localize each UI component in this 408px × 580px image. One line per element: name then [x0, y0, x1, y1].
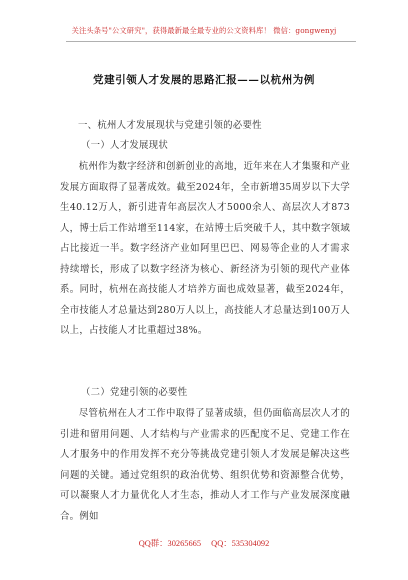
subsection-heading-1: （一）人才发展现状 — [81, 140, 169, 151]
subsection-heading-2: （二）党建引领的必要性 — [81, 387, 188, 398]
paragraph-2-container — [60, 404, 350, 527]
footer-contact — [0, 537, 408, 549]
paragraph-2: 尽管杭州在人才工作中取得了显著成绩，但仍面临高层次人才的引进和留用问题、人才结构与产业需求的匹配度不足、党建工作在人才服务中的作用发挥不充分等挑战党建引领人才发展是解决这些问题的关键。通过党组织的政治优势、组织优势和资源整合优势，可以凝聚人才力量优化人才生态，推动人才工作与产业发展深度融合。例如 — [60, 408, 350, 522]
document-title: 党建引领人才发展的思路汇报——以杭州为例 — [93, 74, 315, 86]
header-banner: 关注头条号"公文研究"，获得最新最全最专业的公文资料库！ 微信：gongwenyj — [71, 26, 337, 35]
header-divider — [66, 41, 356, 42]
paragraph-1-container — [60, 157, 350, 342]
paragraph-1: 杭州作为数字经济和创新创业的高地，近年来在人才集聚和产业发展方面取得了显著成效。截至2024年，全市新增35周岁以下大学生40.12万人，新引进青年高层次人才5000余人、高层次人才873人，博士后工作站增至114家，在站博士后突破千人，其中数字领域占比接近一半。数字经济产业如阿里巴巴、网易等企业的人才需求持续增长，形成了以数字经济为核心、新经济为引领的现代产业体系。同时，杭州在高技能人才培养方面也成效显著，截至2024年，全市技能人才总量达到280万人以上，高技能人才总量达到100万人以上，占技能人才比重超过38%。 — [60, 161, 350, 336]
section-heading: 一、杭州人才发展现状与党建引领的必要性 — [78, 120, 262, 131]
footer-qq-group: QQ群：30265665 — [138, 539, 202, 548]
footer-qq-number: QQ：535304092 — [211, 539, 270, 548]
